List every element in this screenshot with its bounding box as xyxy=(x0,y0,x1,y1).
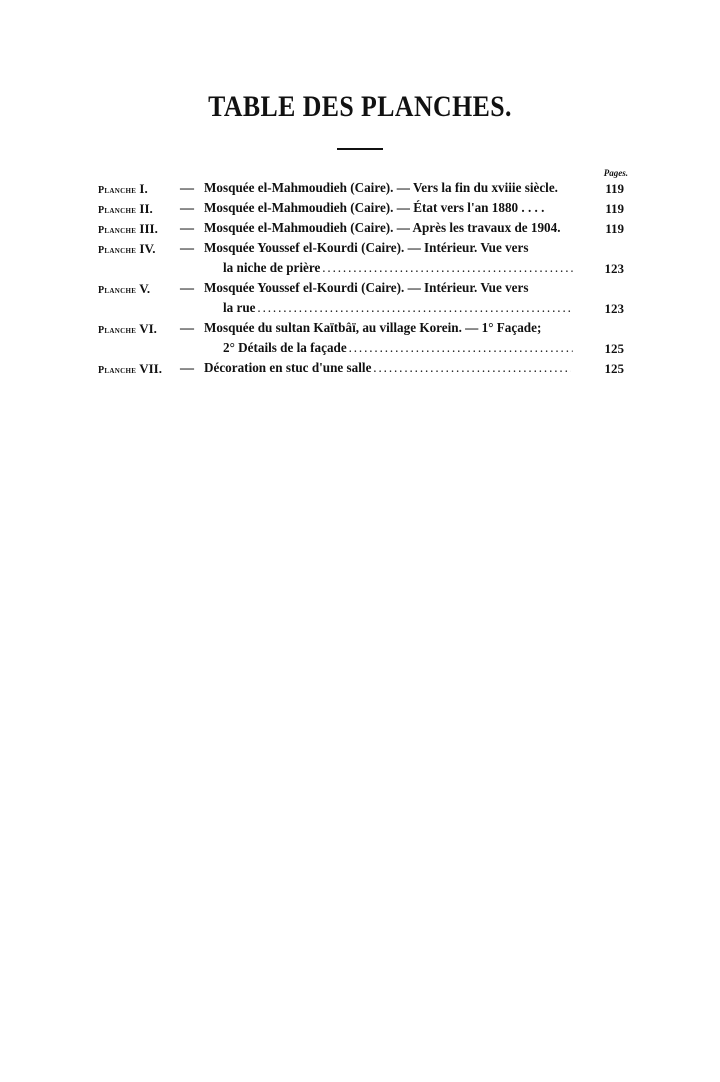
entry-line xyxy=(98,279,632,299)
plate-label xyxy=(98,199,178,221)
plate-word: Planche xyxy=(98,285,137,296)
entry-description xyxy=(204,239,571,259)
plate-word: Planche xyxy=(98,365,137,376)
entry-continuation-line xyxy=(98,339,632,359)
entry-continuation xyxy=(223,259,573,279)
entry-dash: — xyxy=(180,361,194,376)
entry-text: Mosquée el-Mahmoudieh (Caire). — Vers la fin du xviiie siècle. xyxy=(204,181,558,196)
entry-continuation-text: 2° Détails de la façade xyxy=(223,341,347,356)
entry-text: Mosquée el-Mahmoudieh (Caire). — Après les travaux de 1904. xyxy=(204,221,561,236)
page-number: 119 xyxy=(605,181,624,196)
plate-numeral: V. xyxy=(139,281,151,296)
plate-entry xyxy=(98,319,632,359)
page-number: 123 xyxy=(604,261,624,276)
entry-description xyxy=(204,219,571,239)
plate-numeral: III. xyxy=(139,221,158,236)
entry-dash: — xyxy=(180,201,194,216)
page-number: 123 xyxy=(604,301,624,316)
page-number: 119 xyxy=(605,201,624,216)
entry-dash: — xyxy=(180,181,194,196)
entry-continuation xyxy=(223,339,573,359)
entry-line xyxy=(98,319,632,339)
entry-dash: — xyxy=(180,321,194,336)
entry-continuation-text: la rue xyxy=(223,301,256,316)
dot-leader xyxy=(257,299,572,319)
plate-label xyxy=(98,219,178,241)
plate-numeral: IV. xyxy=(139,241,156,256)
entry-text: Mosquée Youssef el-Kourdi (Caire). — Intérieur. Vue vers xyxy=(204,281,529,296)
plate-numeral: I. xyxy=(139,181,148,196)
plate-word: Planche xyxy=(98,325,137,336)
dot-leader xyxy=(373,359,570,379)
plate-word: Planche xyxy=(98,225,137,236)
page-title: TABLE DES PLANCHES. xyxy=(208,90,512,123)
entry-description xyxy=(204,279,571,299)
plate-numeral: VI. xyxy=(139,321,157,336)
entry-text: Décoration en stuc d'une salle xyxy=(204,361,372,376)
plate-label xyxy=(98,239,178,261)
entry-line xyxy=(98,199,632,219)
plate-word: Planche xyxy=(98,205,137,216)
entry-dash: — xyxy=(180,241,194,256)
entry-description xyxy=(204,179,571,199)
plate-entry xyxy=(98,219,632,239)
entry-text: Mosquée Youssef el-Kourdi (Caire). — Intérieur. Vue vers xyxy=(204,241,529,256)
plate-label xyxy=(98,319,178,341)
plate-entry xyxy=(98,179,632,199)
plate-label xyxy=(98,279,178,301)
plate-numeral: VII. xyxy=(139,361,162,376)
entry-line xyxy=(98,179,632,199)
plate-entry xyxy=(98,199,632,219)
plate-label xyxy=(98,359,178,381)
entry-continuation-text: la niche de prière xyxy=(223,261,321,276)
entry-continuation-line xyxy=(98,259,632,279)
plate-entry xyxy=(98,359,632,379)
entry-line xyxy=(98,359,632,379)
entry-description xyxy=(204,359,571,379)
entry-description xyxy=(204,199,571,219)
entry-text: Mosquée du sultan Kaïtbâï, au village Korein. — 1° Façade; xyxy=(204,321,542,336)
page-number: 119 xyxy=(605,221,624,236)
page-number: 125 xyxy=(604,341,624,356)
entry-line xyxy=(98,239,632,259)
plate-label xyxy=(98,179,178,201)
page-number: 125 xyxy=(604,361,624,376)
dot-leader xyxy=(322,259,572,279)
entry-dash: — xyxy=(180,281,194,296)
plates-table xyxy=(98,179,632,379)
title-rule xyxy=(337,148,383,150)
plate-word: Planche xyxy=(98,185,137,196)
entry-description xyxy=(204,319,571,339)
entry-continuation xyxy=(223,299,573,319)
entry-dash: — xyxy=(180,221,194,236)
entry-text: Mosquée el-Mahmoudieh (Caire). — État vers l'an 1880 . . . . xyxy=(204,201,545,216)
entry-continuation-line xyxy=(98,299,632,319)
plate-entry xyxy=(98,239,632,279)
pages-column-label: Pages. xyxy=(603,168,628,178)
plate-entry xyxy=(98,279,632,319)
plate-numeral: II. xyxy=(139,201,153,216)
dot-leader xyxy=(349,339,573,359)
entry-line xyxy=(98,219,632,239)
plate-word: Planche xyxy=(98,245,137,256)
